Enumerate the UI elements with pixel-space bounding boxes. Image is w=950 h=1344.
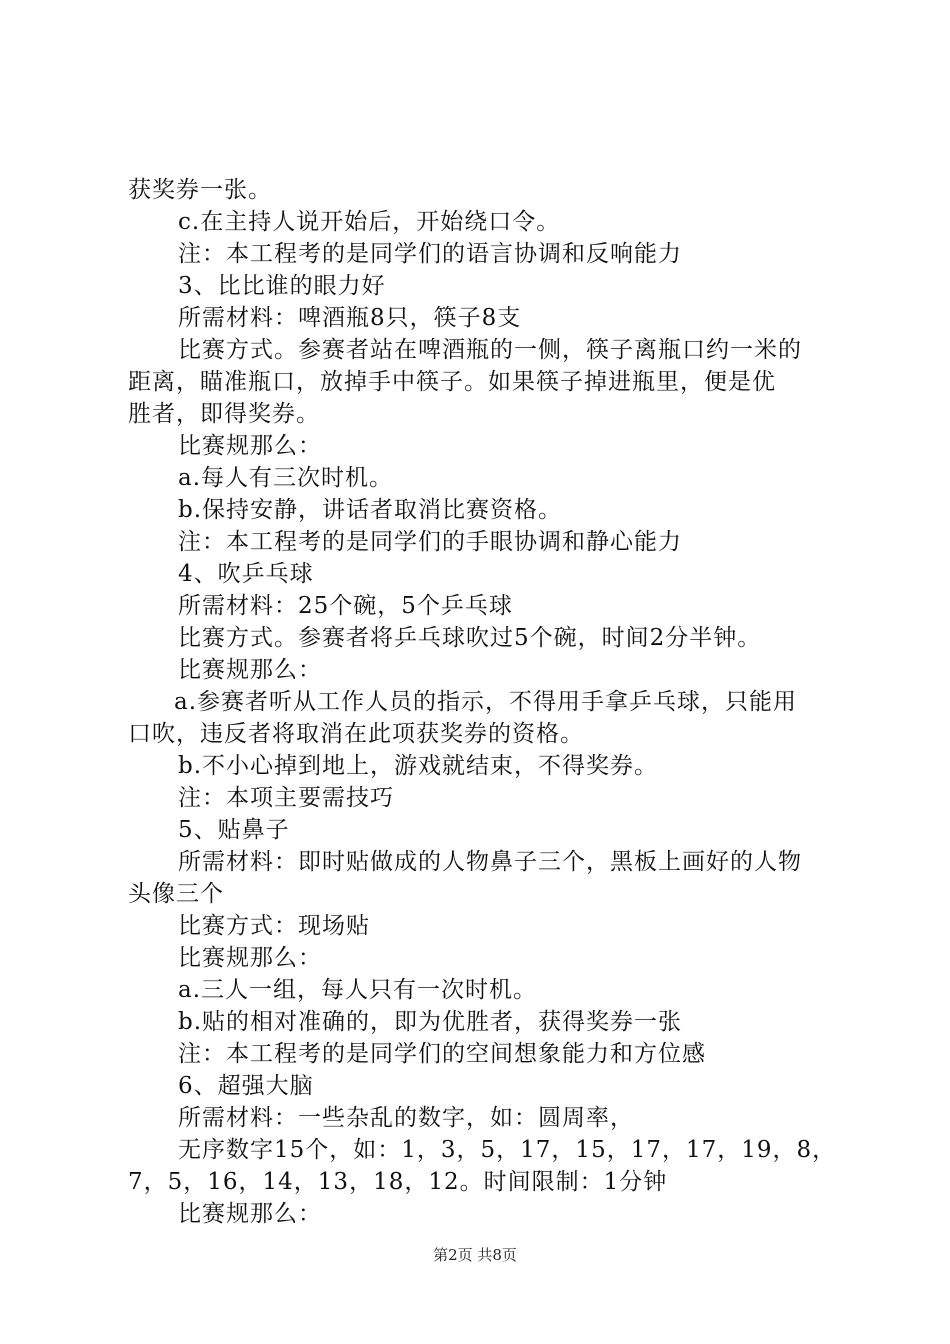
- text-line: 距离，瞄准瓶口，放掉手中筷子。如果筷子掉进瓶里，便是优: [128, 369, 776, 395]
- text-line: c.在主持人说开始后，开始绕口令。: [178, 209, 561, 235]
- text-line: 注：本工程考的是同学们的空间想象能力和方位感: [178, 1041, 706, 1067]
- text-line: 比赛方式。参赛者将乒乓球吹过5个碗，时间2分半钟。: [178, 625, 762, 651]
- page-footer: 第2页 共8页: [433, 1246, 517, 1264]
- text-line: 所需材料：一些杂乱的数字，如：圆周率，: [178, 1105, 634, 1131]
- document-body: [128, 174, 838, 1230]
- text-line: 6、超强大脑: [178, 1073, 314, 1099]
- text-line: 注：本工程考的是同学们的手眼协调和静心能力: [178, 529, 682, 555]
- text-line: 7，5，16，14，13，18，12。时间限制：1分钟: [128, 1169, 668, 1195]
- text-line: 口吹，违反者将取消在此项获奖券的资格。: [128, 721, 584, 747]
- text-line: b.不小心掉到地上，游戏就结束，不得奖券。: [178, 753, 659, 779]
- text-line: a.三人一组，每人只有一次时机。: [178, 977, 538, 1003]
- text-line: b.贴的相对准确的，即为优胜者，获得奖券一张: [178, 1009, 683, 1035]
- text-line: 比赛方式。参赛者站在啤酒瓶的一侧，筷子离瓶口约一米的: [178, 337, 802, 363]
- text-line: 5、贴鼻子: [178, 817, 290, 843]
- text-line: 比赛规那么：: [178, 945, 322, 971]
- text-line: 所需材料：啤酒瓶8只，筷子8支: [178, 305, 522, 331]
- text-line: 所需材料：25个碗，5个乒乓球: [178, 593, 513, 619]
- text-line: 获奖券一张。: [128, 177, 272, 203]
- text-line: 比赛规那么：: [178, 657, 322, 683]
- text-line: 胜者，即得奖券。: [128, 401, 320, 427]
- text-line: 比赛规那么：: [178, 1201, 322, 1227]
- text-line: 无序数字15个，如：1，3，5，17，15，17，17，19，8，: [178, 1137, 837, 1163]
- text-line: 头像三个: [128, 881, 224, 907]
- text-line: 注：本项主要需技巧: [178, 785, 394, 811]
- text-line: 比赛方式：现场贴: [178, 913, 370, 939]
- text-line: 4、吹乒乓球: [178, 561, 314, 587]
- text-line: 所需材料：即时贴做成的人物鼻子三个，黑板上画好的人物: [178, 849, 802, 875]
- text-line: 比赛规那么：: [178, 433, 322, 459]
- text-line: a.参赛者听从工作人员的指示，不得用手拿乒乓球，只能用: [174, 689, 798, 715]
- text-line: 3、比比谁的眼力好: [178, 273, 386, 299]
- text-line: a.每人有三次时机。: [178, 465, 394, 491]
- text-line: b.保持安静，讲话者取消比赛资格。: [178, 497, 563, 523]
- text-line: 注：本工程考的是同学们的语言协调和反响能力: [178, 241, 682, 267]
